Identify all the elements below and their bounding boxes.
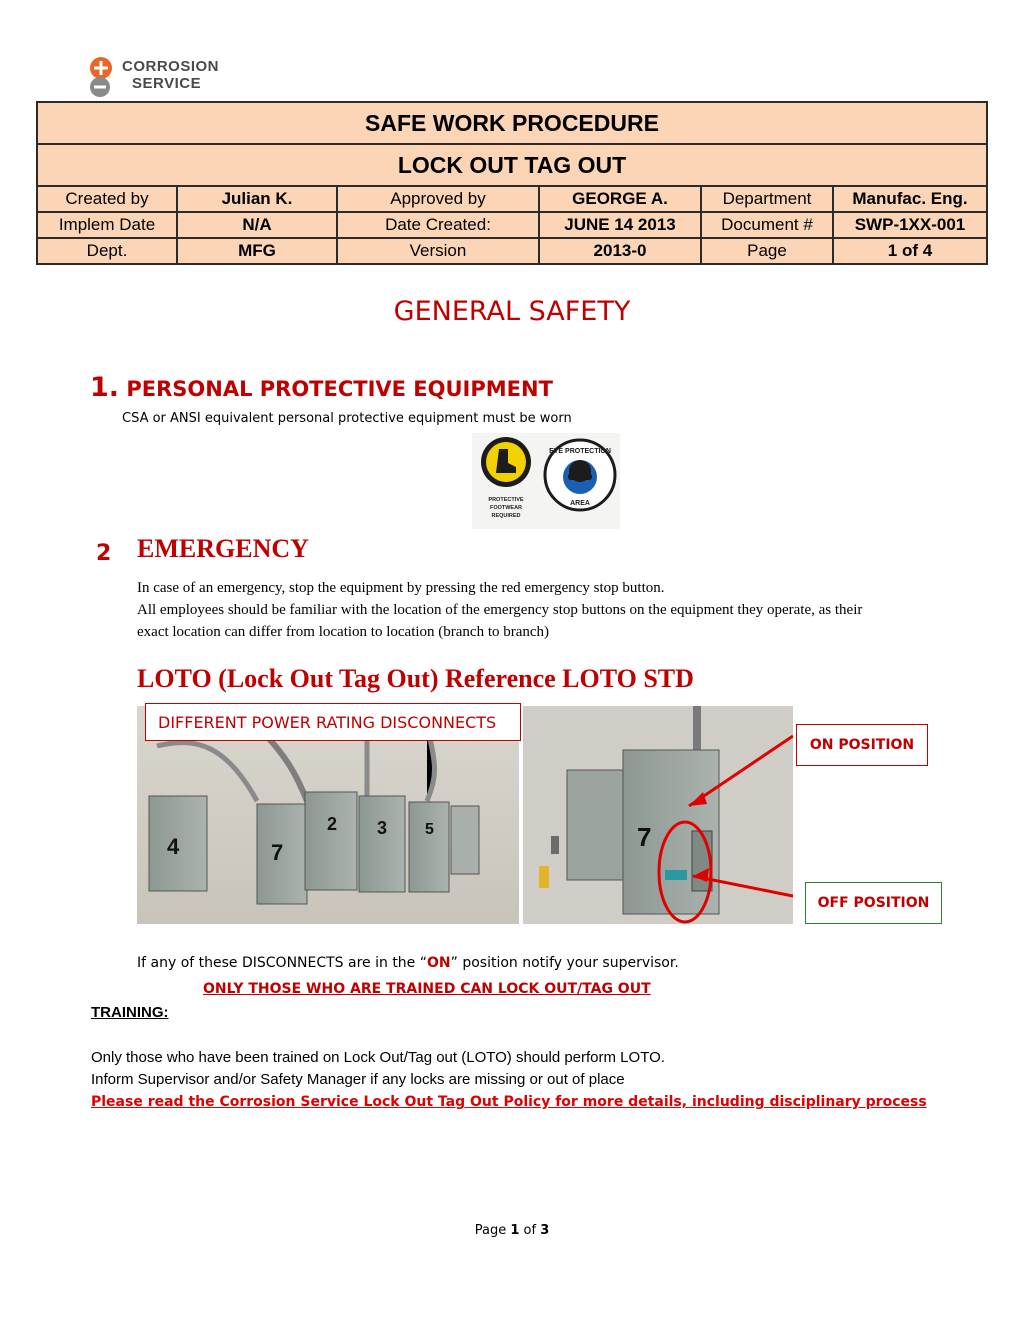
footer-current-page: 1 — [510, 1223, 520, 1238]
logo-minus-icon — [90, 77, 110, 97]
header-label: Document # — [701, 212, 833, 238]
header-label: Page — [701, 238, 833, 264]
emergency-body — [137, 577, 977, 643]
ppe-text: CSA or ANSI equivalent personal protective equipment must be worn — [122, 411, 572, 426]
section-title: GENERAL SAFETY — [393, 296, 631, 327]
header-label: Implem Date — [37, 212, 177, 238]
emergency-title: EMERGENCY — [137, 534, 309, 563]
panel-label: 4 — [167, 834, 180, 859]
ppe-number: 1. — [90, 372, 120, 403]
procedure-header-table — [36, 101, 988, 265]
logo-plus-icon — [90, 57, 112, 79]
panel-label: 5 — [425, 821, 434, 838]
callout-on-position: ON POSITION — [796, 724, 928, 766]
header-label: Version — [337, 238, 539, 264]
training-line: Inform Supervisor and/or Safety Manager if any locks are missing or out of place — [91, 1071, 625, 1088]
sign1-line1: PROTECTIVE — [488, 497, 524, 503]
procedure-subtitle: LOCK OUT TAG OUT — [37, 144, 987, 186]
callout-disconnects: DIFFERENT POWER RATING DISCONNECTS — [145, 703, 521, 741]
notify-supervisor — [137, 955, 679, 971]
header-value: JUNE 14 2013 — [539, 212, 701, 238]
header-value: GEORGE A. — [539, 186, 701, 212]
panel-label: 7 — [637, 822, 652, 852]
only-trained-warning: ONLY THOSE WHO ARE TRAINED CAN LOCK OUT/TAG OUT — [203, 981, 651, 997]
header-value: SWP-1XX-001 — [833, 212, 987, 238]
training-heading: TRAINING: — [91, 1004, 169, 1021]
sign2-top: EYE PROTECTION — [549, 448, 611, 455]
callout-off-position: OFF POSITION — [805, 882, 942, 924]
header-row — [37, 238, 987, 264]
header-value: MFG — [177, 238, 337, 264]
notify-after: ” position notify your supervisor. — [450, 955, 679, 971]
procedure-title: SAFE WORK PROCEDURE — [37, 102, 987, 144]
sign2-bottom: AREA — [570, 500, 590, 507]
header-value: Julian K. — [177, 186, 337, 212]
header-label: Date Created: — [337, 212, 539, 238]
logo-line2: SERVICE — [132, 75, 202, 92]
training-body — [91, 1047, 665, 1091]
emergency-line: In case of an emergency, stop the equipment by pressing the red emergency stop button. — [137, 580, 665, 596]
header-label: Approved by — [337, 186, 539, 212]
panel-label: 7 — [271, 840, 284, 865]
notify-on: ON — [427, 955, 451, 971]
company-logo — [90, 55, 230, 97]
header-label: Created by — [37, 186, 177, 212]
ppe-title: PERSONAL PROTECTIVE EQUIPMENT — [126, 377, 553, 401]
safety-signs-image — [472, 433, 620, 529]
sign1-line2: FOOTWEAR — [489, 505, 523, 511]
header-label: Department — [701, 186, 833, 212]
loto-title: LOTO (Lock Out Tag Out) Reference LOTO STD — [137, 664, 694, 693]
policy-link: Please read the Corrosion Service Lock Out Tag Out Policy for more details, including disciplinary process — [91, 1094, 927, 1110]
panel-label: 2 — [327, 814, 338, 834]
header-label: Dept. — [37, 238, 177, 264]
header-row — [37, 212, 987, 238]
header-value: 1 of 4 — [833, 238, 987, 264]
goggles-icon — [568, 473, 592, 480]
footer-middle: of — [519, 1223, 541, 1238]
sign1-line3: REQUIRED — [491, 513, 521, 519]
ppe-signs — [472, 433, 620, 529]
page-footer — [0, 1223, 1024, 1238]
footer-prefix: Page — [474, 1223, 511, 1238]
training-line: Only those who have been trained on Lock Out/Tag out (LOTO) should perform LOTO. — [91, 1049, 665, 1066]
emergency-line: exact location can differ from location to location (branch to branch) — [137, 624, 550, 640]
emergency-number: 2 — [96, 541, 112, 566]
footer-total-pages: 3 — [540, 1223, 550, 1238]
emergency-line: All employees should be familiar with the location of the emergency stop buttons on the equipment they operate, as their — [137, 602, 863, 618]
header-value: N/A — [177, 212, 337, 238]
header-value: 2013-0 — [539, 238, 701, 264]
ppe-heading — [90, 372, 553, 403]
header-row — [37, 186, 987, 212]
notify-before: If any of these DISCONNECTS are in the “ — [137, 955, 428, 971]
header-value: Manufac. Eng. — [833, 186, 987, 212]
panel-label: 3 — [377, 818, 388, 838]
logo-line1: CORROSION — [122, 58, 220, 75]
